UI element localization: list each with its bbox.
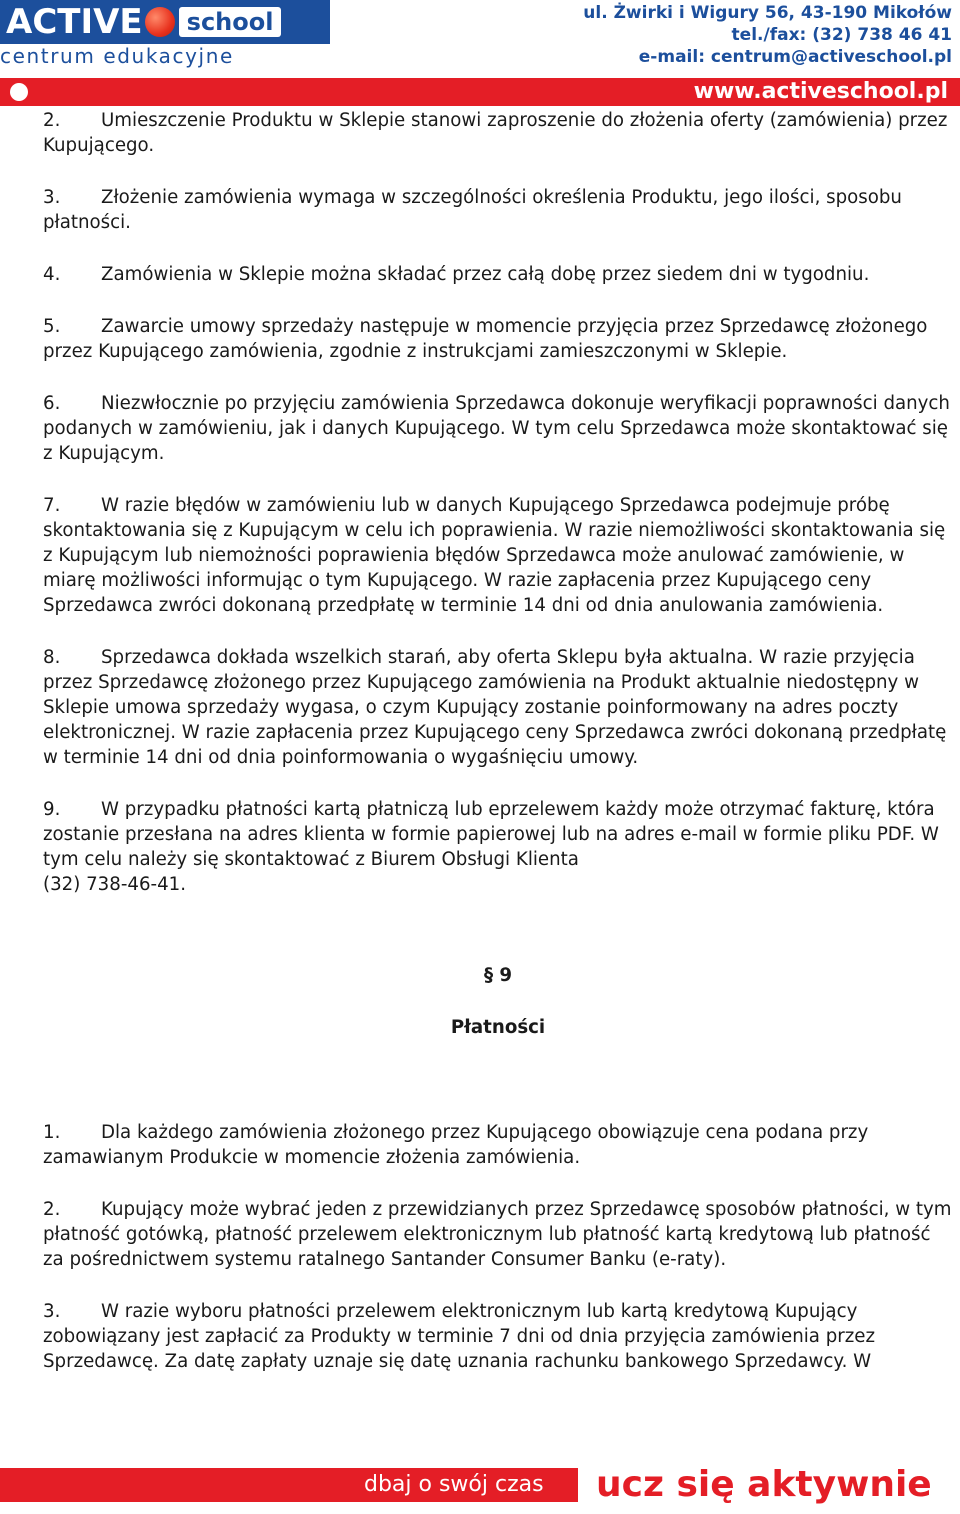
paragraph-number: 5. [43, 316, 61, 337]
address: ul. Żwirki i Wigury 56, 43-190 Mikołów [583, 3, 952, 23]
logo [0, 0, 330, 44]
phone-number-text: (32) 738-46-41. [43, 874, 187, 895]
footer-red-bar [0, 1468, 578, 1502]
footer-slogan-left: dbaj o swój czas [364, 1472, 544, 1497]
page-header [0, 0, 960, 108]
paragraph-text: W razie błędów w zamówieniu lub w danych Kupującego Sprzedawca podejmuje próbę skontaktowania się z Kupującym w celu ich poprawienia. W razie niemożliwości skontaktowania się z Kupującym lub niemożności poprawienia błędów Sprzedawca może anulować zamówienie, w miarę możliwości informując o tym Kupującego. W razie zapłacenia przez Kupującego ceny Sprzedawca zwróci dokonaną przedpłatę w terminie 14 dni od dnia anulowania zamówienia. [43, 495, 946, 616]
paragraph [43, 645, 953, 770]
page-footer [0, 1464, 960, 1506]
logo-active-text: ACTIVE [6, 2, 143, 42]
paragraph-text: Dla każdego zamówienia złożonego przez Kupującego obowiązuje cena podana przy zamawianym Produkcie w momencie złożenia zamówienia. [43, 1122, 869, 1168]
paragraph [43, 1299, 953, 1374]
document-body [43, 108, 953, 1401]
email: e-mail: centrum@activeschool.pl [638, 47, 952, 67]
paragraph-number: 4. [43, 264, 61, 285]
paragraph [43, 262, 953, 287]
paragraph [43, 797, 953, 897]
phone: tel./fax: (32) 738 46 41 [731, 25, 952, 45]
website-link[interactable]: www.activeschool.pl [693, 79, 948, 104]
paragraph-text: Kupujący może wybrać jeden z przewidzianych przez Sprzedawcę sposobów płatności, w tym płatność gotówką, płatność przelewem elektronicznym lub płatność kartą kredytową lub płatność za pośrednictwem systemu ratalnego Santander Consumer Banku (e-raty). [43, 1199, 952, 1270]
header-red-bar [0, 78, 960, 106]
logo-ball-icon [145, 7, 175, 37]
logo-subtitle: centrum edukacyjne [0, 44, 234, 68]
paragraph-text: Sprzedawca dokłada wszelkich starań, aby oferta Sklepu była aktualna. W razie przyjęcia przez Sprzedawcę złożonego przez Kupującego zamówienia na Produkt aktualnie niedostępny w Sklepie umowa sprzedaży wygasa, o czym Kupujący zostanie poinformowany na adres poczty elektronicznej. W razie zapłacenia przez Kupującego ceny Sprzedawca zwróci dokonaną przedpłatę w terminie 14 dni od dnia poinformowania o wygaśnięciu umowy. [43, 647, 947, 768]
bullet-dot-icon [10, 83, 28, 101]
paragraph-number: 8. [43, 647, 61, 668]
section-number: § 9 [483, 965, 513, 986]
contact-block [583, 2, 952, 68]
paragraph-number: 1. [43, 1122, 61, 1143]
paragraph-text: Złożenie zamówienia wymaga w szczególności określenia Produktu, jego ilości, sposobu płatności. [43, 187, 902, 233]
paragraph-number: 3. [43, 1301, 61, 1322]
paragraph-number: 3. [43, 187, 61, 208]
section-title: Płatności [450, 1017, 546, 1038]
footer-slogan-right: ucz się aktywnie [596, 1464, 932, 1505]
paragraph [43, 185, 953, 235]
paragraph [43, 1120, 953, 1170]
paragraph-text: Zawarcie umowy sprzedaży następuje w momencie przyjęcia przez Sprzedawcę złożonego przez Kupującego zamówienia, zgodnie z instrukcjami zamieszczonymi w Sklepie. [43, 316, 928, 362]
paragraph [43, 108, 953, 158]
paragraph-text: Umieszczenie Produktu w Sklepie stanowi zaproszenie do złożenia oferty (zamówienia) przez Kupującego. [43, 110, 948, 156]
paragraph-number: 6. [43, 393, 61, 414]
paragraph [43, 493, 953, 618]
paragraph-number: 2. [43, 1199, 61, 1220]
paragraph-number: 2. [43, 110, 61, 131]
paragraph-text: W razie wyboru płatności przelewem elektronicznym lub kartą kredytową Kupujący zobowiązany jest zapłacić za Produkty w terminie 7 dni od dnia przyjęcia zamówienia przez Sprzedawcę. Za datę zapłaty uznaje się datę uznania rachunku bankowego Sprzedawcy. W [43, 1301, 876, 1372]
paragraph [43, 1197, 953, 1272]
logo-school-text: school [179, 7, 282, 37]
paragraph [43, 391, 953, 466]
paragraph-text: Niezwłocznie po przyjęciu zamówienia Sprzedawca dokonuje weryfikacji poprawności danych podanych w zamówieniu, jak i danych Kupującego. W tym celu Sprzedawca może skontaktować się z Kupującym. [43, 393, 950, 464]
paragraph-number: 9. [43, 799, 61, 820]
paragraph [43, 314, 953, 364]
paragraph-number: 7. [43, 495, 61, 516]
paragraph-text: Zamówienia w Sklepie można składać przez całą dobę przez siedem dni w tygodniu. [101, 264, 870, 285]
paragraph-text: W przypadku płatności kartą płatniczą lub eprzelewem każdy może otrzymać fakturę, która zostanie przesłana na adres klienta w formie papierowej lub na adres e-mail w formie pliku PDF. W tym celu należy się skontaktować z Biurem Obsługi Klienta [43, 799, 939, 870]
